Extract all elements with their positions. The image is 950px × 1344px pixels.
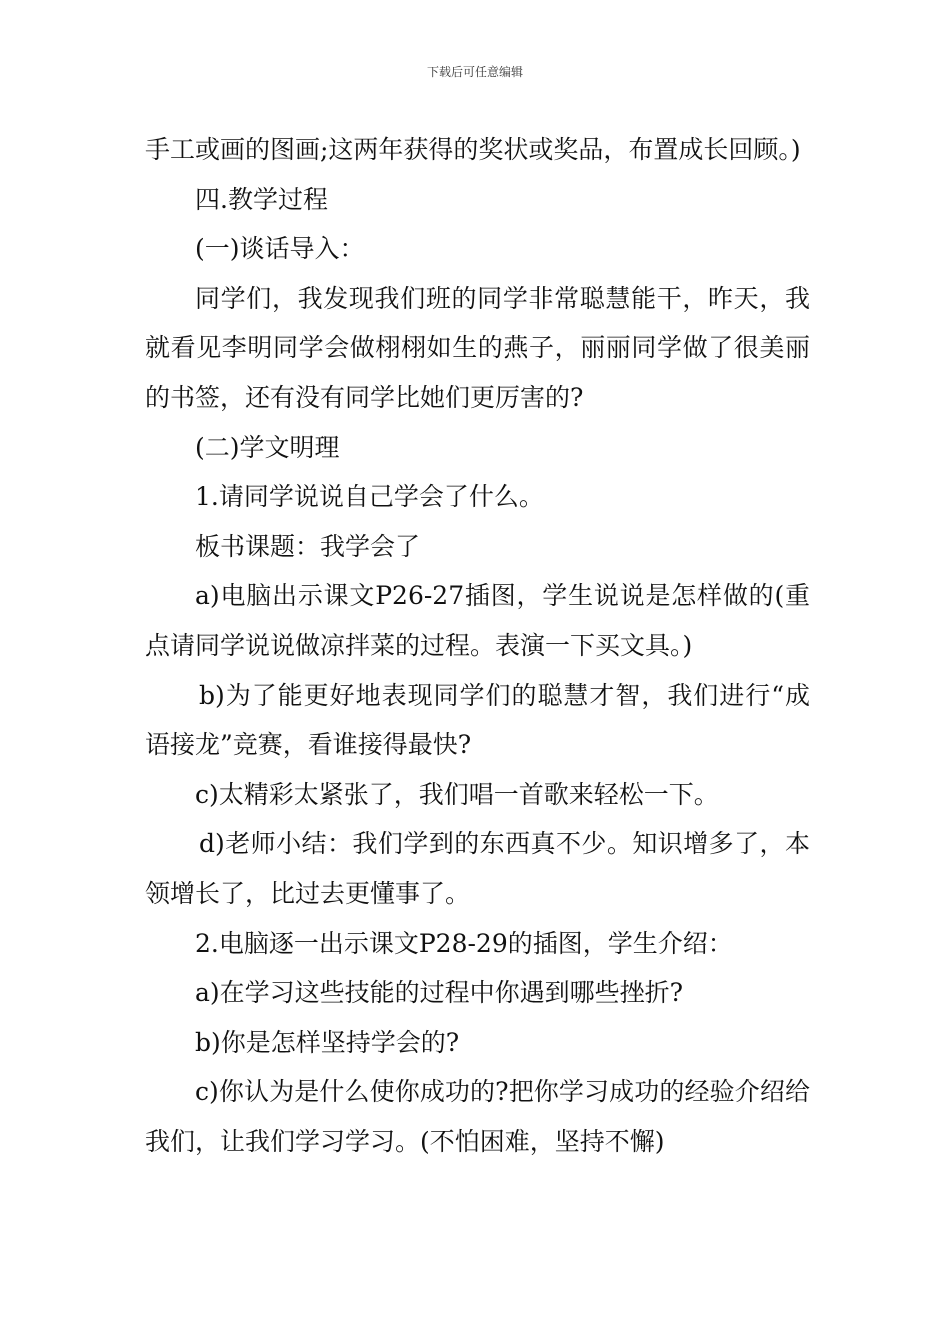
- list-item-1a: a)电脑出示课文P26-27插图，学生说说是怎样做的(重点请同学说说做凉拌菜的过程。表演一下买文具。): [145, 581, 810, 660]
- list-item-1c: c)太精彩太紧张了，我们唱一首歌来轻松一下。: [195, 779, 719, 809]
- paragraph-board-title: 板书课题：我学会了: [195, 531, 421, 561]
- subsection-heading-intro: (一)谈话导入：: [195, 234, 365, 264]
- list-item-1: 1.请同学说说自己学会了什么。: [195, 482, 544, 512]
- list-item-2a: a)在学习这些技能的过程中你遇到哪些挫折?: [195, 978, 684, 1008]
- list-item-2b: b)你是怎样坚持学会的?: [195, 1027, 460, 1057]
- list-item-2c: c)你认为是什么使你成功的?把你学习成功的经验介绍给我们，让我们学习学习。(不怕困难，坚持不懈): [145, 1077, 810, 1156]
- subsection-heading-study: (二)学文明理: [195, 432, 340, 462]
- paragraph-continuation: 手工或画的图画;这两年获得的奖状或奖品，布置成长回顾。): [145, 135, 801, 164]
- list-item-1b: b)为了能更好地表现同学们的聪慧才智，我们进行“成语接龙”竞赛，看谁接得最快?: [145, 680, 810, 760]
- list-item-1d: d)老师小结：我们学到的东西真不少。知识增多了，本领增长了，比过去更懂事了。: [145, 829, 810, 908]
- list-item-2: 2.电脑逐一出示课文P28-29的插图，学生介绍：: [195, 928, 733, 958]
- section-heading-teaching-process: 四.教学过程: [195, 184, 328, 214]
- document-body: [145, 125, 810, 1166]
- page-header: 下载后可任意编辑: [426, 65, 523, 79]
- paragraph-intro-speech: 同学们，我发现我们班的同学非常聪慧能干，昨天，我就看见李明同学会做栩栩如生的燕子，丽丽同学做了很美丽的书签，还有没有同学比她们更厉害的?: [145, 283, 810, 412]
